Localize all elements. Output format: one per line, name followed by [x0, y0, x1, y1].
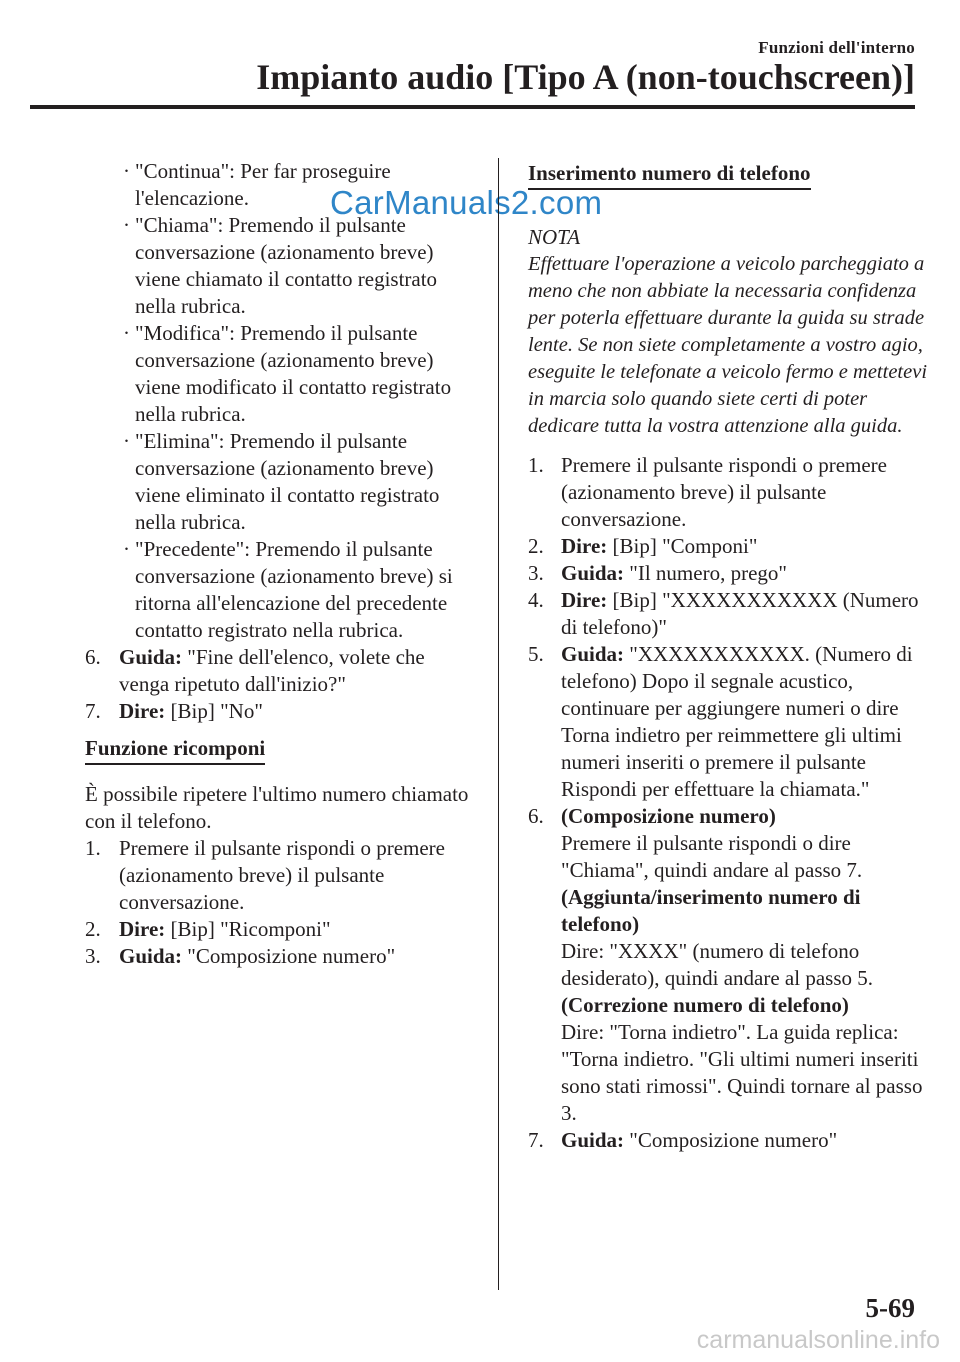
- step-item: 3. Guida: "Il numero, prego": [528, 561, 787, 585]
- list-item: · "Precedente": Premendo il pulsante conversazione (azionamento breve) si ritorna all'elencazione del precedente contatto registrato nella rubrica.: [85, 536, 470, 644]
- page-number: 5-69: [865, 1293, 915, 1323]
- section-title-inserimento: Inserimento numero di telefono: [528, 160, 811, 190]
- bullet-dot: ·: [123, 537, 130, 561]
- step-item: 2. Dire: [Bip] "Ricomponi": [85, 917, 331, 941]
- step-item: 3. Guida: "Composizione numero": [85, 944, 396, 968]
- header-section: Funzioni dell'interno: [758, 38, 915, 57]
- step-item: 2. Dire: [Bip] "Componi": [528, 534, 758, 558]
- step-item: 4. Dire: [Bip] "XXXXXXXXXXX (Numero di telefono)": [528, 588, 919, 639]
- bullet-dot: ·: [123, 429, 130, 453]
- step-item: 6. Guida: "Fine dell'elenco, volete che venga ripetuto dall'inizio?": [85, 645, 425, 696]
- step-item: 7. Dire: [Bip] "No": [85, 699, 263, 723]
- section-title-ricomponi: Funzione ricomponi: [85, 735, 265, 765]
- step-subheading: (Aggiunta/inserimento numero di telefono): [561, 885, 861, 936]
- page-title: Impianto audio [Tipo A (non-touchscreen)]: [256, 57, 915, 97]
- right-column: [528, 158, 928, 1154]
- bullet-dot: ·: [123, 321, 130, 345]
- step-subheading: (Correzione numero di telefono): [561, 993, 849, 1017]
- step-subheading: (Composizione numero): [561, 804, 776, 828]
- header-rule: [30, 105, 915, 109]
- list-item: · "Chiama": Premendo il pulsante conversazione (azionamento breve) viene chiamato il contatto registrato nella rubrica.: [85, 212, 470, 320]
- bullet-dot: ·: [123, 159, 130, 183]
- intro-paragraph: È possibile ripetere l'ultimo numero chiamato con il telefono.: [85, 782, 469, 833]
- step-item: 5. Guida: "XXXXXXXXXXX. (Numero di telefono) Dopo il segnale acustico, continuare per aggiungere numeri o dire Torna indietro per reimmettere gli ultimi numeri inseriti o premere il pulsante Rispondi per effettuare la chiamata.": [528, 642, 913, 801]
- step-item: 7. Guida: "Composizione numero": [528, 1128, 838, 1152]
- step-item: 1. Premere il pulsante rispondi o premere (azionamento breve) il pulsante conversazione.: [528, 453, 887, 531]
- column-divider: [498, 158, 499, 1290]
- nota-heading: NOTA: [528, 225, 581, 249]
- footer-watermark: carmanualsonline.info: [696, 1326, 940, 1354]
- step-item: 6. (Composizione numero) Premere il pulsante rispondi o dire "Chiama", quindi andare al passo 7. (Aggiunta/inserimento numero di telefono) Dire: "XXXX" (numero di telefono desiderato), quindi andare al passo 5. (Correzione numero di telefono) Dire: "Torna indietro". La guida replica: "Torna indietro. "Gli ultimi numeri inseriti sono stati rimossi". Quindi tornare al passo 3.: [528, 804, 923, 1125]
- list-item: · "Continua": Per far proseguire l'elencazione.: [85, 158, 470, 212]
- bullet-dot: ·: [123, 213, 130, 237]
- left-column: [85, 158, 470, 970]
- nota-body: Effettuare l'operazione a veicolo parcheggiato a meno che non abbiate la necessaria confidenza per poterla effettuare durante la guida su strade lente. Se non siete completamente a vostro agio, eseguite le telefonate a veicolo fermo e mettetevi in marcia solo quando siete certi di poter dedicare tutta la vostra attenzione alla guida.: [528, 253, 928, 437]
- step-item: 1. Premere il pulsante rispondi o premere (azionamento breve) il pulsante conversazione.: [85, 836, 445, 914]
- list-item: · "Modifica": Premendo il pulsante conversazione (azionamento breve) viene modificato il contatto registrato nella rubrica.: [85, 320, 470, 428]
- watermark: CarManuals2.com: [330, 184, 603, 221]
- list-item: · "Elimina": Premendo il pulsante conversazione (azionamento breve) viene eliminato il contatto registrato nella rubrica.: [85, 428, 470, 536]
